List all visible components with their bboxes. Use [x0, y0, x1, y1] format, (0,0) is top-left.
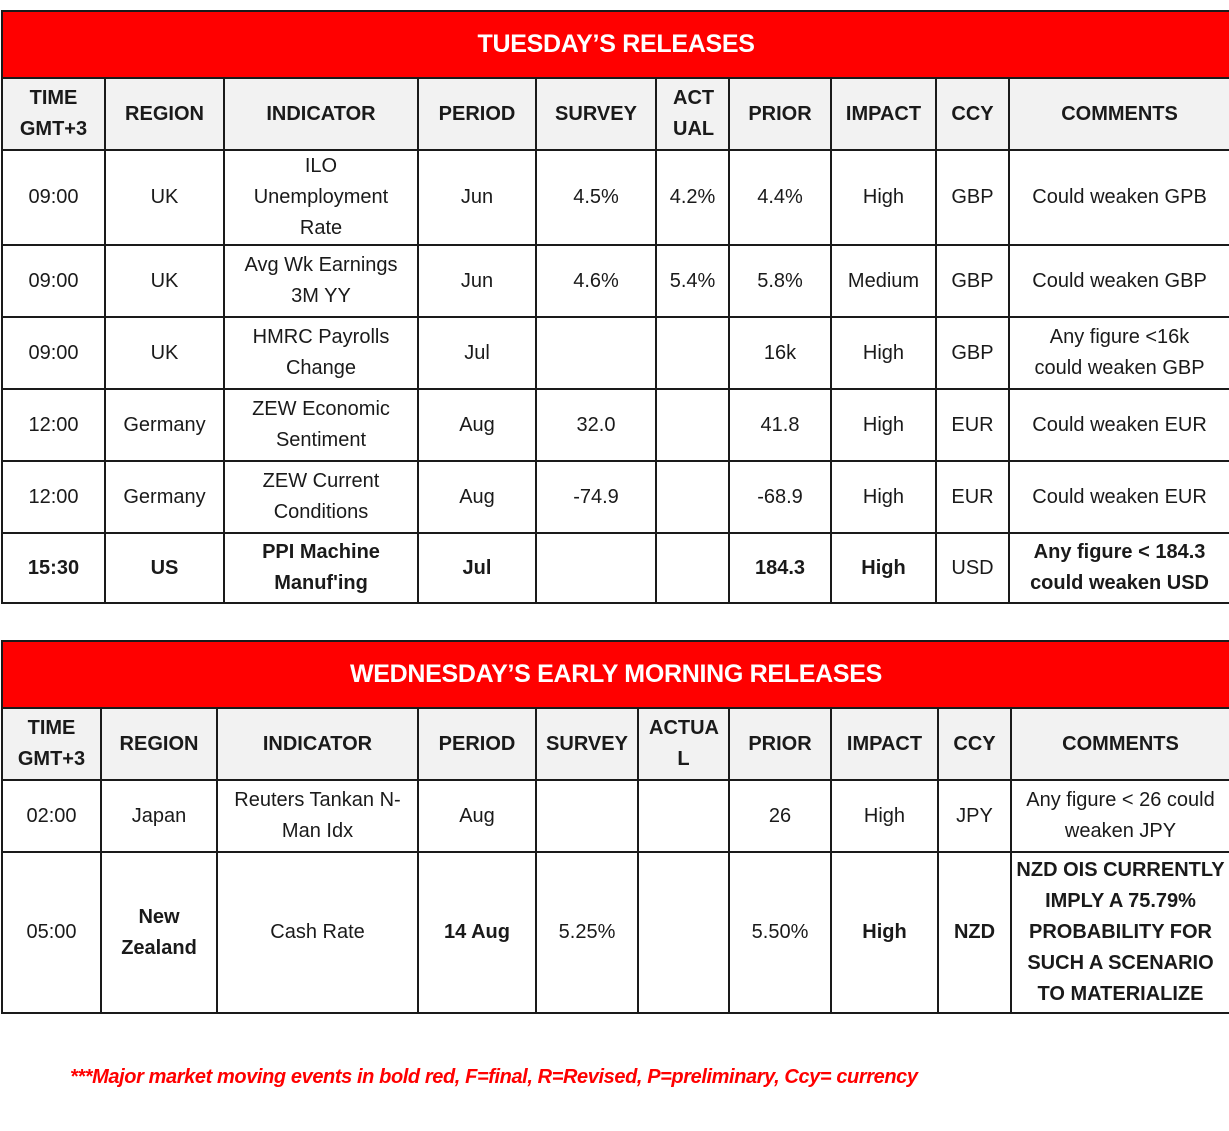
col-header-time: TIME GMT+3 — [2, 708, 101, 780]
cell-prior: 5.50% — [729, 852, 831, 1013]
col-header-impact: IMPACT — [831, 708, 938, 780]
cell-time: 09:00 — [2, 317, 105, 389]
cell-prior: -68.9 — [729, 461, 831, 533]
cell-ccy: GBP — [936, 150, 1009, 245]
cell-region: US — [105, 533, 224, 603]
cell-indicator: ILO Unemployment Rate — [224, 150, 418, 245]
col-header-time: TIME GMT+3 — [2, 78, 105, 150]
table-row — [2, 780, 1229, 852]
cell-period: Jul — [418, 317, 536, 389]
cell-time: 12:00 — [2, 389, 105, 461]
cell-ccy: EUR — [936, 389, 1009, 461]
cell-survey: -74.9 — [536, 461, 656, 533]
col-header-region: REGION — [101, 708, 217, 780]
cell-impact: High — [831, 150, 936, 245]
cell-region: New Zealand — [101, 852, 217, 1013]
cell-actual: 4.2% — [656, 150, 729, 245]
col-header-survey: SURVEY — [536, 78, 656, 150]
cell-indicator: PPI Machine Manuf'ing — [224, 533, 418, 603]
cell-time: 09:00 — [2, 245, 105, 317]
cell-comments: Could weaken GBP — [1009, 245, 1229, 317]
cell-survey — [536, 780, 638, 852]
cell-actual — [656, 533, 729, 603]
cell-prior: 5.8% — [729, 245, 831, 317]
cell-comments: Could weaken EUR — [1009, 461, 1229, 533]
cell-prior: 4.4% — [729, 150, 831, 245]
col-header-indicator: INDICATOR — [224, 78, 418, 150]
cell-impact: High — [831, 852, 938, 1013]
cell-survey: 4.6% — [536, 245, 656, 317]
cell-comments: NZD OIS CURRENTLY IMPLY A 75.79% PROBABILITY FOR SUCH A SCENARIO TO MATERIALIZE — [1011, 852, 1229, 1013]
table-row — [2, 317, 1229, 389]
cell-time: 15:30 — [2, 533, 105, 603]
cell-region: Germany — [105, 389, 224, 461]
col-header-prior: PRIOR — [729, 708, 831, 780]
cell-ccy: USD — [936, 533, 1009, 603]
cell-time: 02:00 — [2, 780, 101, 852]
cell-indicator: HMRC Payrolls Change — [224, 317, 418, 389]
cell-region: UK — [105, 317, 224, 389]
col-header-region: REGION — [105, 78, 224, 150]
cell-ccy: JPY — [938, 780, 1011, 852]
cell-ccy: EUR — [936, 461, 1009, 533]
cell-indicator: ZEW Current Conditions — [224, 461, 418, 533]
cell-survey: 4.5% — [536, 150, 656, 245]
col-header-ccy: CCY — [938, 708, 1011, 780]
cell-survey: 5.25% — [536, 852, 638, 1013]
table-title: TUESDAY’S RELEASES — [2, 11, 1229, 78]
cell-impact: Medium — [831, 245, 936, 317]
tuesday-releases-table — [1, 10, 1229, 604]
col-header-actual: ACTUA L — [638, 708, 729, 780]
cell-actual — [656, 461, 729, 533]
cell-prior: 184.3 — [729, 533, 831, 603]
cell-indicator: Cash Rate — [217, 852, 418, 1013]
cell-impact: High — [831, 317, 936, 389]
col-header-ccy: CCY — [936, 78, 1009, 150]
table-row — [2, 245, 1229, 317]
cell-period: Jul — [418, 533, 536, 603]
table-row-major-event — [2, 852, 1229, 1013]
cell-comments: Could weaken EUR — [1009, 389, 1229, 461]
cell-comments: Any figure <16k could weaken GBP — [1009, 317, 1229, 389]
cell-survey: 32.0 — [536, 389, 656, 461]
cell-region: UK — [105, 245, 224, 317]
cell-indicator: ZEW Economic Sentiment — [224, 389, 418, 461]
cell-comments: Any figure < 184.3 could weaken USD — [1009, 533, 1229, 603]
footnote-legend: ***Major market moving events in bold red, F=final, R=Revised, P=preliminary, Ccy= currency — [70, 1066, 918, 1088]
cell-actual: 5.4% — [656, 245, 729, 317]
cell-survey — [536, 317, 656, 389]
cell-impact: High — [831, 389, 936, 461]
cell-actual — [638, 780, 729, 852]
cell-period: Aug — [418, 389, 536, 461]
table-title: WEDNESDAY’S EARLY MORNING RELEASES — [2, 641, 1229, 708]
cell-survey — [536, 533, 656, 603]
cell-ccy: GBP — [936, 317, 1009, 389]
col-header-period: PERIOD — [418, 708, 536, 780]
cell-period: Jun — [418, 150, 536, 245]
wednesday-early-morning-releases-table — [1, 640, 1229, 1014]
cell-ccy: NZD — [938, 852, 1011, 1013]
cell-time: 12:00 — [2, 461, 105, 533]
cell-impact: High — [831, 461, 936, 533]
col-header-survey: SURVEY — [536, 708, 638, 780]
cell-region: Japan — [101, 780, 217, 852]
cell-prior: 26 — [729, 780, 831, 852]
cell-time: 05:00 — [2, 852, 101, 1013]
cell-impact: High — [831, 780, 938, 852]
cell-period: Aug — [418, 780, 536, 852]
cell-ccy: GBP — [936, 245, 1009, 317]
col-header-actual: ACT UAL — [656, 78, 729, 150]
cell-region: Germany — [105, 461, 224, 533]
cell-prior: 16k — [729, 317, 831, 389]
col-header-indicator: INDICATOR — [217, 708, 418, 780]
cell-prior: 41.8 — [729, 389, 831, 461]
cell-actual — [656, 317, 729, 389]
cell-time: 09:00 — [2, 150, 105, 245]
col-header-period: PERIOD — [418, 78, 536, 150]
col-header-comments: COMMENTS — [1011, 708, 1229, 780]
table-row-major-event — [2, 533, 1229, 603]
cell-period: 14 Aug — [418, 852, 536, 1013]
col-header-prior: PRIOR — [729, 78, 831, 150]
table-row — [2, 461, 1229, 533]
cell-comments: Could weaken GPB — [1009, 150, 1229, 245]
cell-period: Aug — [418, 461, 536, 533]
table-row — [2, 150, 1229, 245]
col-header-impact: IMPACT — [831, 78, 936, 150]
cell-impact: High — [831, 533, 936, 603]
col-header-comments: COMMENTS — [1009, 78, 1229, 150]
cell-indicator: Reuters Tankan N-Man Idx — [217, 780, 418, 852]
cell-indicator: Avg Wk Earnings 3M YY — [224, 245, 418, 317]
cell-comments: Any figure < 26 could weaken JPY — [1011, 780, 1229, 852]
cell-period: Jun — [418, 245, 536, 317]
cell-actual — [638, 852, 729, 1013]
cell-region: UK — [105, 150, 224, 245]
table-row — [2, 389, 1229, 461]
cell-actual — [656, 389, 729, 461]
